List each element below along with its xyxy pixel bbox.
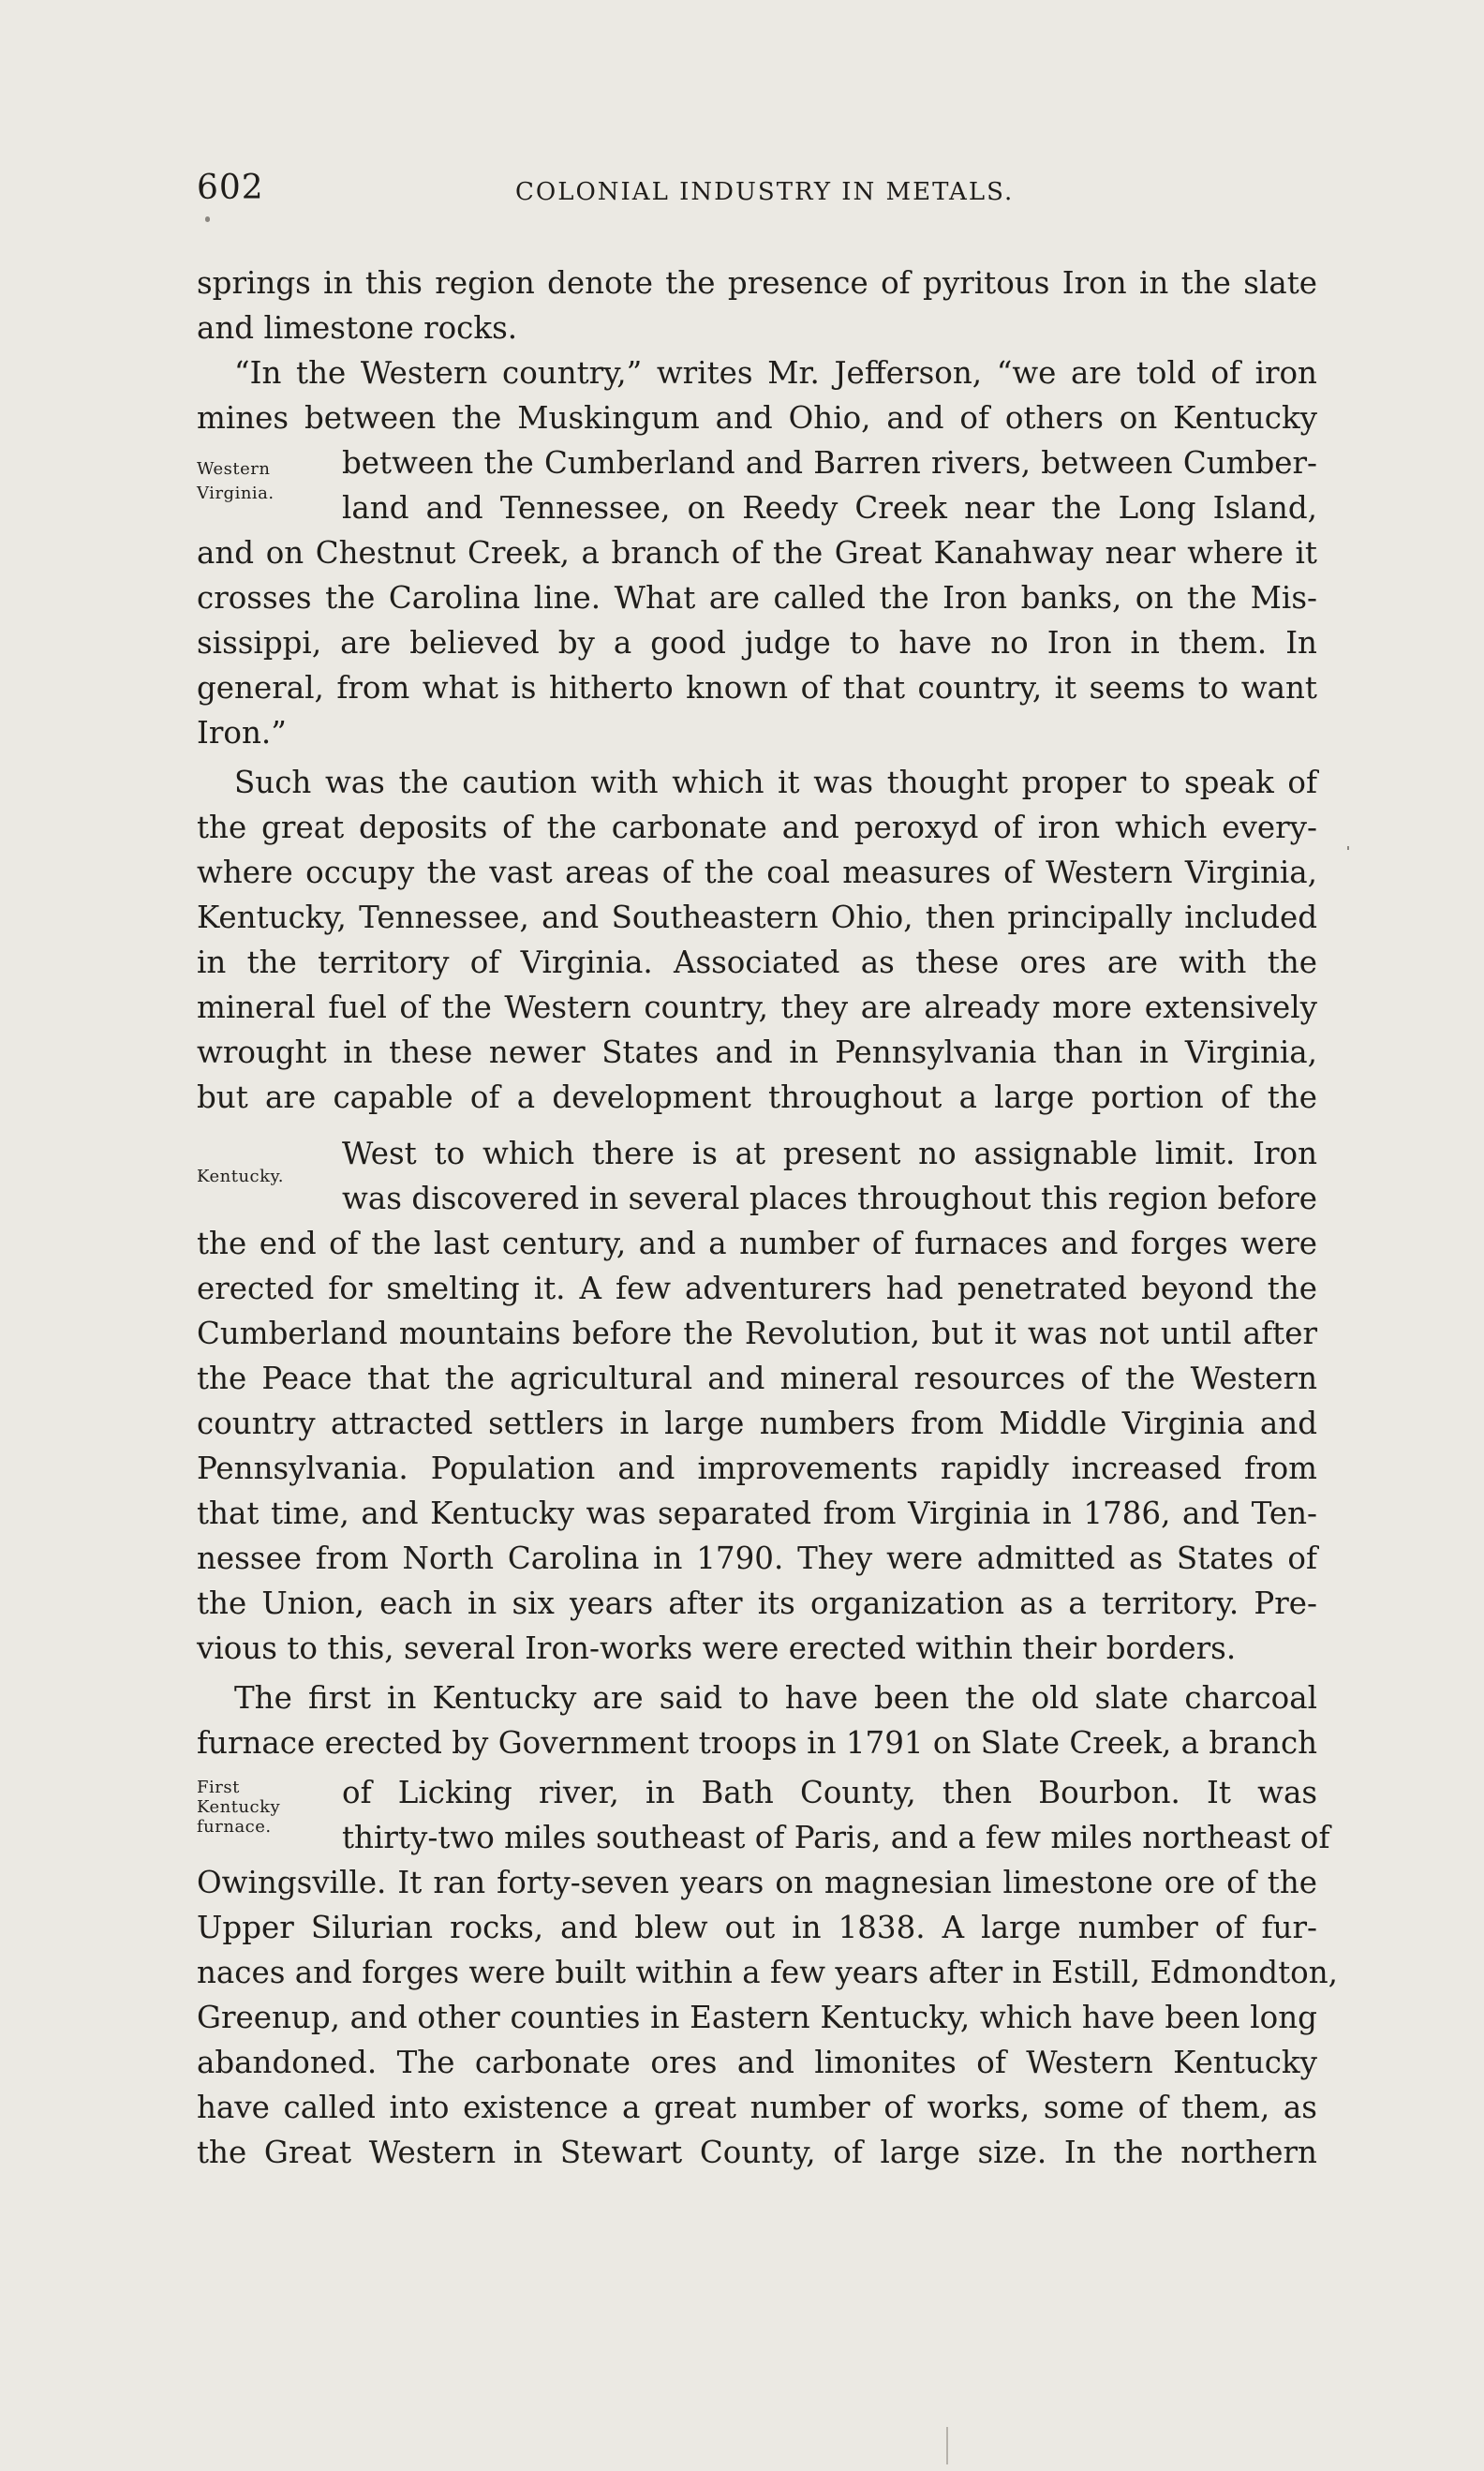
paper-speck [1347,846,1349,850]
text-line: Kentucky, Tennessee, and Southeastern Ohio, then principally included [197,900,1317,935]
text-line: Upper Silurian rocks, and blew out in 1838. A large number of fur- [197,1910,1317,1945]
text-line: was discovered in several places throughout this region before [342,1181,1317,1216]
text-line: thirty-two miles southeast of Paris, and a few miles northeast of [342,1820,1330,1855]
text-line: mines between the Muskingum and Ohio, and of others on Kentucky [197,400,1317,436]
text-line: vious to this, several Iron-works were erected within their borders. [197,1630,1237,1666]
text-line: crosses the Carolina line. What are called the Iron banks, on the Mis- [197,580,1317,616]
text-line: wrought in these newer States and in Pennsylvania than in Virginia, [197,1035,1317,1070]
text-line: naces and forges were built within a few years after in Estill, Edmondton, [197,1955,1339,1990]
paper-speck [205,216,210,222]
text-line: Iron.” [197,715,287,751]
text-line: abandoned. The carbonate ores and limonites of Western Kentucky [197,2045,1317,2080]
text-line: and limestone rocks. [197,310,518,346]
text-line: Greenup, and other counties in Eastern Kentucky, which have been long [197,2000,1317,2035]
text-line: the Great Western in Stewart County, of large size. In the northern [197,2135,1317,2170]
text-line: Such was the caution with which it was thought proper to speak of [234,765,1317,800]
text-line: general, from what is hitherto known of that country, it seems to want [197,670,1317,706]
text-line: but are capable of a development throughout a large portion of the [197,1079,1317,1115]
text-line: “In the Western country,” writes Mr. Jefferson, “we are told of iron [234,355,1317,391]
text-line: between the Cumberland and Barren rivers, between Cumber- [342,445,1317,481]
text-line: nessee from North Carolina in 1790. They were admitted as States of [197,1541,1317,1576]
running-head: COLONIAL INDUSTRY IN METALS. [515,178,1015,206]
text-line: the end of the last century, and a number of furnaces and forges were [197,1226,1317,1261]
text-line: The first in Kentucky are said to have been the old slate charcoal [234,1680,1317,1716]
text-line: and on Chestnut Creek, a branch of the Great Kanahway near where it [197,535,1317,571]
text-line: sissippi, are believed by a good judge to have no Iron in them. In [197,625,1317,661]
paper-mark [946,2427,948,2464]
margin-note-kentucky: Kentucky. [197,1167,285,1186]
text-line: the Union, each in six years after its organization as a territory. Pre- [197,1585,1317,1621]
margin-note-kentucky-2: Kentucky [197,1797,281,1817]
text-line: springs in this region denote the presence of pyritous Iron in the slate [197,265,1317,301]
text-line: Owingsville. It ran forty-seven years on magnesian limestone ore of the [197,1865,1317,1900]
margin-note-virginia: Virginia. [197,484,275,503]
text-line: of Licking river, in Bath County, then Bourbon. It was [342,1775,1317,1810]
text-line: West to which there is at present no assignable limit. Iron [342,1136,1317,1171]
text-line: have called into existence a great number of works, some of them, as [197,2090,1317,2125]
text-line: mineral fuel of the Western country, they are already more extensively [197,990,1317,1025]
text-line: land and Tennessee, on Reedy Creek near the Long Island, [342,490,1317,526]
page-header [197,169,1321,221]
margin-note-furnace: furnace. [197,1817,272,1837]
text-line: that time, and Kentucky was separated from Virginia in 1786, and Ten- [197,1496,1317,1531]
text-line: furnace erected by Government troops in 1791 on Slate Creek, a branch [197,1725,1318,1761]
text-line: the great deposits of the carbonate and peroxyd of iron which every- [197,810,1317,845]
page-number: 602 [197,169,264,207]
margin-note-first: First [197,1778,240,1797]
text-line: in the territory of Virginia. Associated as these ores are with the [197,945,1317,980]
text-line: the Peace that the agricultural and mineral resources of the Western [197,1361,1317,1396]
margin-note-western: Western [197,459,271,479]
text-line: erected for smelting it. A few adventurers had penetrated beyond the [197,1271,1317,1306]
text-line: country attracted settlers in large numbers from Middle Virginia and [197,1406,1317,1441]
text-line: where occupy the vast areas of the coal measures of Western Virginia, [197,855,1317,890]
text-line: Cumberland mountains before the Revolution, but it was not until after [197,1316,1317,1351]
text-line: Pennsylvania. Population and improvements rapidly increased from [197,1451,1317,1486]
